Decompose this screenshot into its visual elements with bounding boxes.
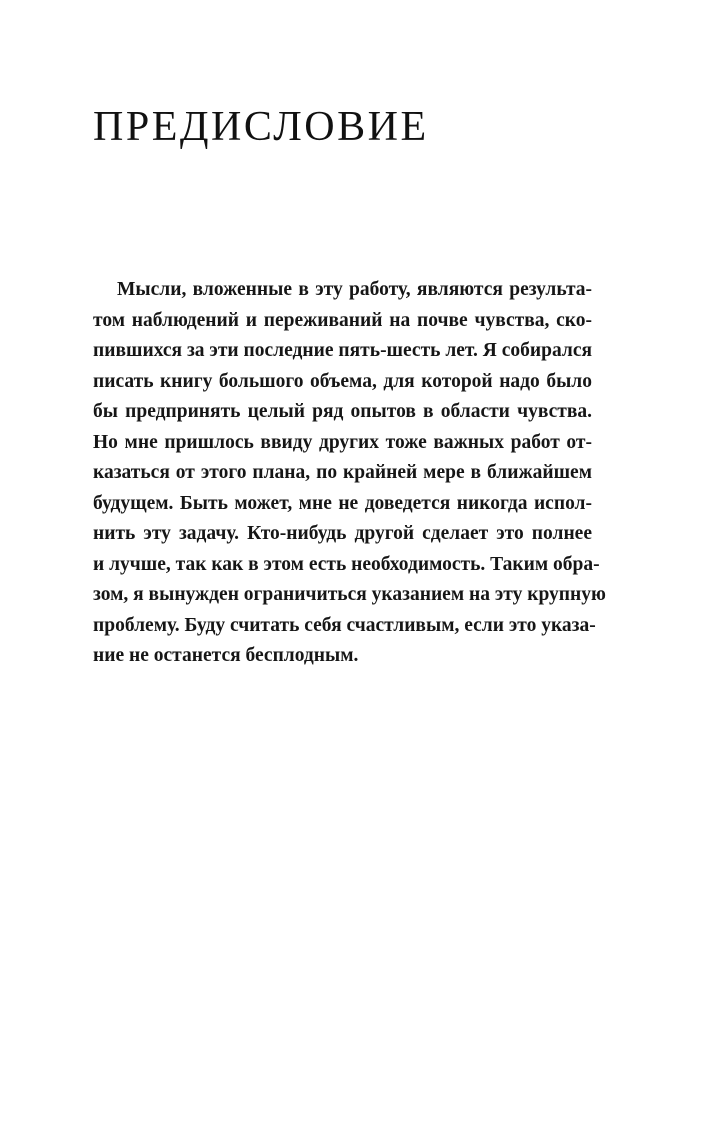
paragraph-line: Но мне пришлось ввиду других тоже важных работ от- (93, 431, 592, 453)
paragraph-line: и лучше, так как в этом есть необходимость. Таким обра- (93, 553, 600, 575)
paragraph-line: ние не останется бесплодным. (93, 645, 359, 666)
paragraph-line: зом, я вынужден ограничиться указанием на эту крупную (93, 584, 606, 605)
paragraph-line: казаться от этого плана, по крайней мере в ближайшем (93, 462, 592, 483)
paragraph-line: проблему. Буду считать себя счастливым, если это указа- (93, 614, 596, 636)
paragraph-line: Мысли, вложенные в эту работу, являются результа- (117, 279, 592, 300)
paragraph-line: писать книгу большого объема, для которой надо было (93, 370, 592, 392)
paragraph-line: том наблюдений и переживаний на почве чувства, ско- (93, 309, 592, 331)
paragraph-line: нить эту задачу. Кто-нибудь другой сделает это полнее (93, 523, 592, 544)
paragraph-line: бы предпринять целый ряд опытов в области чувства. (93, 401, 592, 422)
paragraph-line: пившихся за эти последние пять-шесть лет. Я собирался (93, 340, 593, 361)
preface-paragraph (93, 275, 606, 672)
chapter-title: ПРЕДИСЛОВИЕ (93, 104, 429, 150)
paragraph-line: будущем. Быть может, мне не доведется никогда испол- (93, 492, 592, 514)
